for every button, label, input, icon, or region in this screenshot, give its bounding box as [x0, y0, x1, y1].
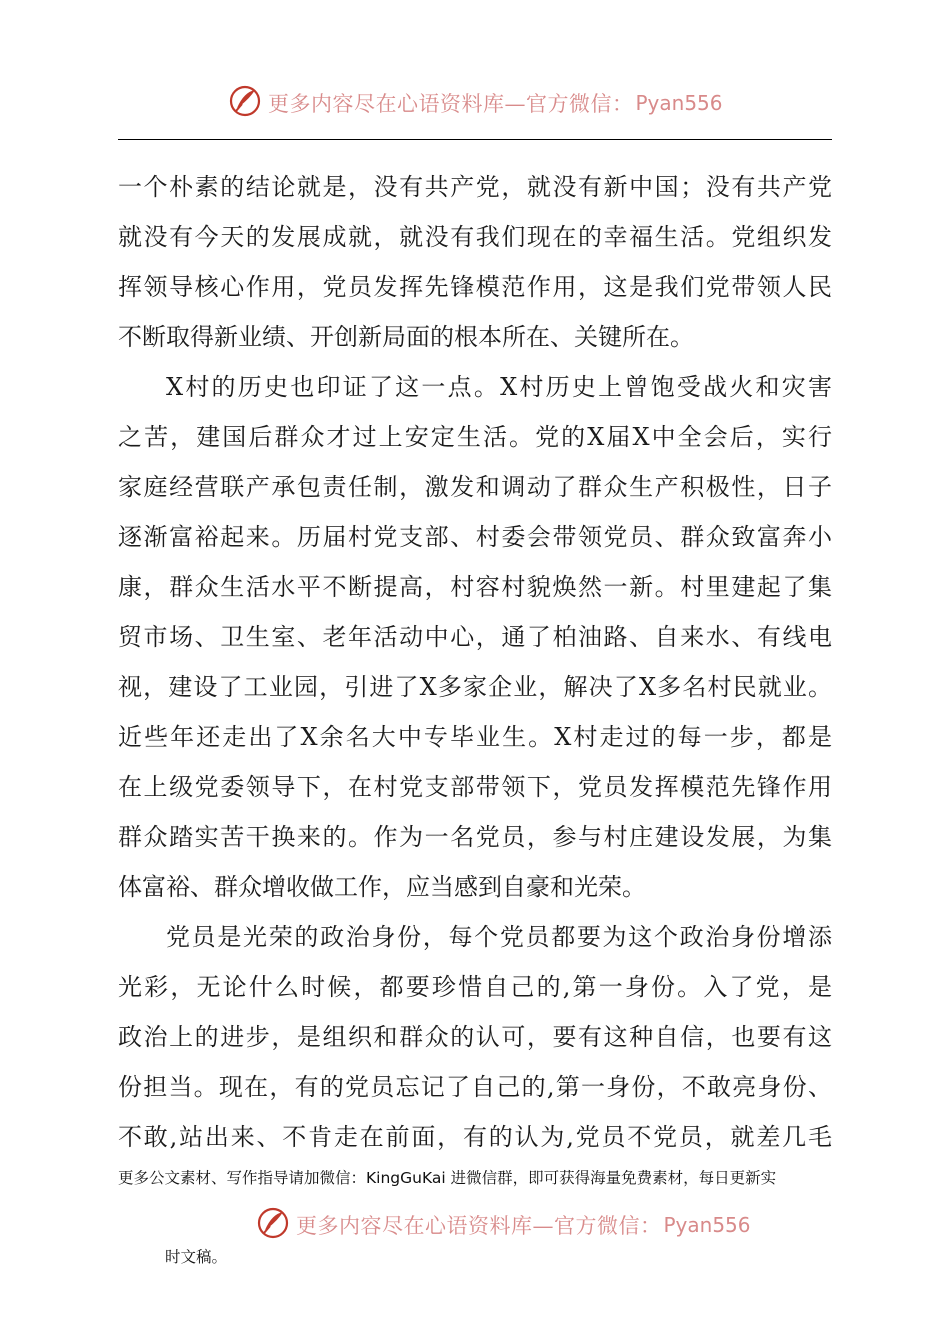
- text-line: 康，群众生活水平不断提高，村容村貌焕然一新。村里建起了集: [118, 573, 832, 601]
- text-line: 之苦，建国后群众才过上安定生活。党的X届X中全会后，实行: [118, 423, 832, 451]
- header-divider: [118, 139, 832, 140]
- text-line: X村的历史也印证了这一点。X村历史上曾饱受战火和灾害: [166, 373, 832, 401]
- text-line: 在上级党委领导下，在村党支部带领下，党员发挥模范先锋作用: [118, 773, 832, 801]
- watermark-text: 更多内容尽在心语资料库—官方微信：: [268, 92, 634, 116]
- watermark-wechat-id: Pyan556: [635, 91, 723, 115]
- text-line: 党员是光荣的政治身份，每个党员都要为这个政治身份增添: [166, 923, 832, 951]
- text-line: 体富裕、群众增收做工作，应当感到自豪和光荣。: [118, 873, 646, 901]
- text-line: 群众踏实苦干换来的。作为一名党员，参与村庄建设发展，为集: [118, 823, 832, 851]
- watermark-footer: [256, 1206, 751, 1244]
- text-line: 政治上的进步，是组织和群众的认可，要有这种自信，也要有这: [118, 1023, 832, 1051]
- text-line: 视，建设了工业园，引进了X多家企业，解决了X多名村民就业。: [118, 673, 832, 701]
- text-line: 贸市场、卫生室、老年活动中心，通了柏油路、自来水、有线电: [118, 623, 832, 651]
- text-line: 逐渐富裕起来。历届村党支部、村委会带领党员、群众致富奔小: [118, 523, 832, 551]
- text-line: 家庭经营联产承包责任制，激发和调动了群众生产积极性，日子: [118, 473, 832, 501]
- quill-logo-icon: [256, 1206, 290, 1244]
- text-line: 不断取得新业绩、开创新局面的根本所在、关键所在。: [118, 323, 694, 351]
- text-line: 光彩，无论什么时候，都要珍惜自己的,第一身份。入了党，是: [118, 973, 832, 1001]
- text-line: 挥领导核心作用，党员发挥先锋模范作用，这是我们党带领人民: [118, 273, 832, 301]
- quill-logo-icon: [228, 84, 262, 122]
- watermark-header: [228, 84, 723, 122]
- text-line: 近些年还走出了X余名大中专毕业生。X村走过的每一步，都是: [118, 723, 832, 751]
- footer-promo-note: 更多公文素材、写作指导请加微信：KingGuKai 进微信群，即可获得海量免费素材，每日更新实: [118, 1169, 777, 1187]
- text-line: 就没有今天的发展成就，就没有我们现在的幸福生活。党组织发: [118, 223, 832, 251]
- document-body: [118, 162, 832, 1162]
- footer-promo-tail: 时文稿。: [165, 1248, 228, 1266]
- watermark-text: 更多内容尽在心语资料库—官方微信：: [296, 1214, 662, 1238]
- text-line: 份担当。现在，有的党员忘记了自己的,第一身份，不敢亮身份、: [118, 1073, 832, 1101]
- text-line: 一个朴素的结论就是，没有共产党，就没有新中国；没有共产党: [118, 173, 832, 201]
- text-line: 不敢,站出来、不肯走在前面，有的认为,党员不党员，就差几毛: [118, 1123, 832, 1151]
- watermark-wechat-id: Pyan556: [663, 1213, 751, 1237]
